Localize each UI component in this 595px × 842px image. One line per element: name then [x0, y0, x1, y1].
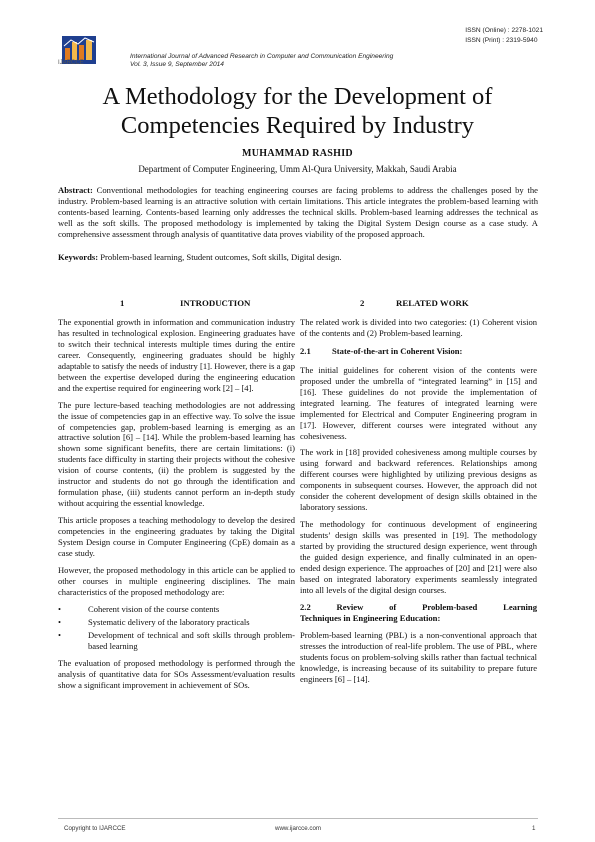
abstract-text: Conventional methodologies for teaching engineering courses are facing problems to address the challenges posed by the industry. Problem-based learning is an attractive solution with certain limitations. This article integrates the problem-based learning with contents-based learning. Contents-based learning only addresses the technical skills. Problem-based learning addresses the technical as well as the soft skills. The proposed methodology is implemented by taking the Digital System Design course as a case study. A comprehensive assessment through analysis of quantitative data proves viability of the proposed approach.: [58, 185, 538, 240]
related-paragraph-5: Problem-based learning (PBL) is a non-conventional approach that stresses the introduction of real-life problem. The use of PBL, where students focus on problem-solving skills rather than factual technical knowledge, is increasing because of its suitability to prepare future engineers [6] – [14].: [300, 629, 537, 684]
list-item: [58, 630, 295, 652]
logo-text: IJARCCE: [58, 60, 84, 66]
keywords-text: Problem-based learning, Student outcomes, Soft skills, Digital design.: [98, 252, 342, 262]
related-paragraph-2: The initial guidelines for coherent vision of the contents were proposed under the umbrella of “integrated learning” in [15] and [16]. These guidelines do not provide the implementation of integrated learning. The features of integrated learning were implemented for Electrical and Computer Engineering program in [17]. However, different courses were integrated without any cohesiveness.: [300, 364, 537, 441]
bullet-icon: •: [58, 616, 61, 627]
list-item: [58, 617, 295, 628]
author-affiliation: Department of Computer Engineering, Umm Al-Qura University, Makkah, Saudi Arabia: [138, 164, 457, 174]
footer-copyright: Copyright to IJARCCE: [64, 825, 126, 832]
footer-website: www.ijarcce.com: [275, 825, 322, 832]
right-column: [300, 298, 537, 691]
journal-name: International Journal of Advanced Research in Computer and Communication Engineering: [130, 53, 394, 60]
title-line-1: A Methodology for the Development of: [102, 83, 493, 110]
subsection-heading-2-1: [300, 346, 537, 357]
related-paragraph-1: The related work is divided into two categories: (1) Coherent vision of the contents and (2) Problem-based learning.: [300, 316, 537, 338]
bullet-icon: •: [58, 629, 61, 640]
characteristics-list: [58, 604, 295, 652]
left-column: [58, 298, 295, 697]
intro-paragraph-2: The pure lecture-based teaching methodologies are not addressing the issue of competencies gap in an effective way. To solve the issue of competencies gap, problem-based learning is emerging as an attractive solution [6] – [14]. While the problem-based learning has shown some significant benefits, there are certain limitations: (i) students face difficulty in starting their projects without the cohesive vision of course contents, (ii) the problem is suggested by the instructor and students do not go through the identification and formulation phase, (iii) students cannot perform an in-depth study without acquiring the essential knowledge.: [58, 399, 295, 509]
section-number: 1: [120, 298, 125, 308]
paper-title: [40, 82, 555, 140]
section-heading-introduction: [58, 298, 295, 309]
issn-block: [465, 26, 543, 46]
section-title: RELATED WORK: [396, 298, 469, 308]
subsection-heading-2-2: 2.2 Review of Problem-based Learning Techniques in Engineering Education:: [300, 601, 539, 623]
abstract: [58, 185, 538, 240]
list-item-text: Development of technical and soft skills through problem-based learning: [88, 629, 295, 651]
footer-divider: [58, 818, 538, 819]
intro-paragraph-1: The exponential growth in information and communication industry has resulted in technological explosion. Engineering graduates have to switch their technical interests multiple times during the entire career. Consequently, engineering graduates should be highly adaptable to satisfy the needs of industry [1]. However, there is a gap between the expertise developed during the engineering education and the expertise required for engineering work [2] – [4].: [58, 316, 295, 393]
intro-paragraph-5: The evaluation of proposed methodology is performed through the analysis of quantitative data for SOs Assessment/evaluation results show a significant improvement in achievement of SOs.: [58, 657, 295, 690]
abstract-label: Abstract:: [58, 185, 93, 195]
list-item: [58, 604, 295, 615]
journal-header: [130, 53, 393, 69]
list-item-text: Systematic delivery of the laboratory practicals: [88, 616, 250, 627]
intro-paragraph-4: However, the proposed methodology in this article can be applied to other courses in multiple engineering disciplines. The main characteristics of the proposed methodology are:: [58, 564, 295, 597]
section-number: 2: [360, 298, 365, 308]
subsection-title: State-of-the-art in Coherent Vision:: [332, 345, 463, 356]
related-paragraph-3: The work in [18] provided cohesiveness among multiple courses by using forward and backward references. Relationships among different courses were highlighted by utilizing previous designs as components in subsequent courses. However, the approach did not consider the coherent development of design skills obtained in the laboratory sessions.: [300, 447, 537, 513]
keywords: [58, 252, 538, 262]
page-number: 1: [532, 825, 536, 832]
list-item-text: Coherent vision of the course contents: [88, 603, 220, 614]
author-name: MUHAMMAD RASHID: [242, 148, 353, 159]
issn-online: ISSN (Online) : 2278-1021: [465, 27, 543, 34]
journal-issue: Vol. 3, Issue 9, September 2014: [130, 61, 224, 68]
issn-print: ISSN (Print) : 2319-5940: [465, 37, 538, 44]
title-line-2: Competencies Required by Industry: [120, 112, 475, 139]
subsection-number: 2.1: [300, 345, 311, 356]
keywords-label: Keywords:: [58, 252, 99, 262]
section-title: INTRODUCTION: [180, 298, 251, 308]
related-paragraph-4: The methodology for continuous development of engineering students’ design skills was presented in [19]. The methodology started by providing the structured design experience, went through the guided design experience, and finally culminated in an open-ended design experience. The approaches of [20] and [21] were also based on integrated laboratory experiments seamlessly integrated into all levels of the digital design courses.: [300, 519, 537, 595]
bullet-icon: •: [58, 603, 61, 614]
section-heading-related-work: [300, 298, 537, 309]
intro-paragraph-3: This article proposes a teaching methodology to develop the desired competencies in the engineering graduates by taking the Digital System Design course in Computer Engineering (CpE) domain as a case study.: [58, 515, 295, 559]
